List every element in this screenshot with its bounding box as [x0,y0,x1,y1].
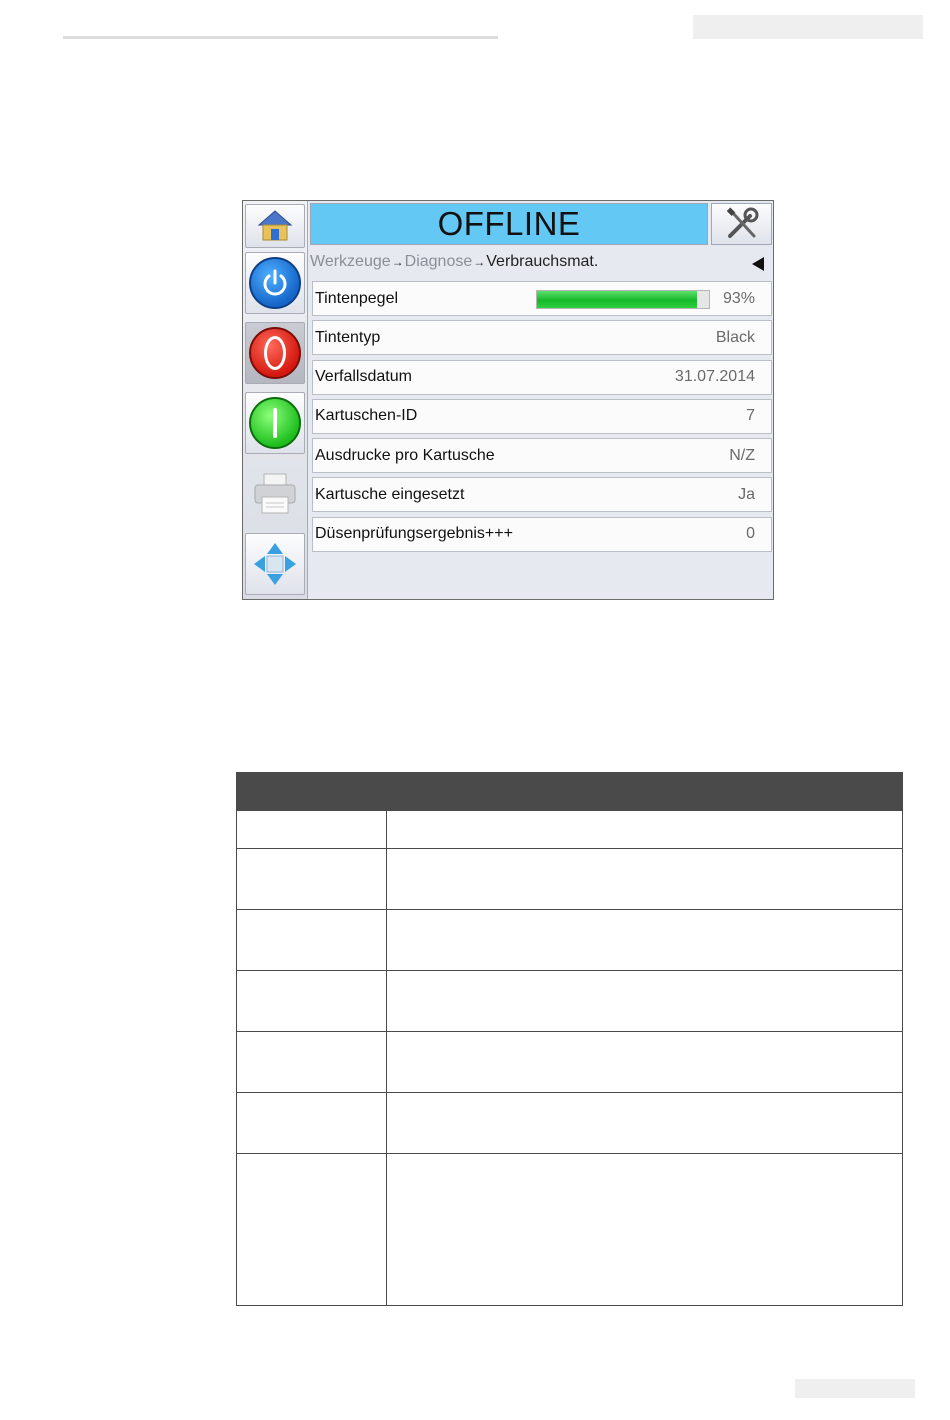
printer-screen [242,200,774,600]
home-button[interactable] [245,204,305,248]
row-value: Ja [738,485,755,503]
table-row [237,1093,903,1154]
table-row [237,849,903,910]
power-icon [249,257,301,309]
navigation-button[interactable] [245,533,305,595]
row-value: 0 [746,525,755,543]
table-row [237,910,903,971]
row-expiry-date [312,360,772,395]
table-cell [387,910,903,971]
table-cell [237,849,387,910]
row-label: Kartuschen-ID [315,407,418,425]
table-cell [387,849,903,910]
header-label-placeholder [693,15,923,39]
stop-button[interactable] [245,322,305,384]
table-header-cell [387,773,903,811]
row-label: Ausdrucke pro Kartusche [315,446,495,464]
back-arrow-icon[interactable] [752,257,764,271]
breadcrumb-current: Verbrauchsmat. [486,253,599,270]
table-cell [237,1154,387,1306]
breadcrumb-diagnose[interactable]: Diagnose [404,253,473,270]
printer-icon [252,472,298,516]
description-table [236,772,903,1306]
start-icon [249,397,301,449]
row-nozzle-check [312,517,772,552]
ink-level-fill [537,291,697,308]
table-header-row [237,773,903,811]
table-cell [387,1032,903,1093]
row-cartridge-inserted [312,477,772,512]
power-button[interactable] [245,252,305,314]
breadcrumb [310,253,772,277]
table-cell [387,1093,903,1154]
table-cell [387,1154,903,1306]
row-label: Düsenprüfungsergebnis+++ [315,525,513,543]
row-label: Tintentyp [315,328,381,346]
table-cell [387,811,903,849]
start-button[interactable] [245,392,305,454]
table-row [237,971,903,1032]
row-label: Kartusche eingesetzt [315,485,465,503]
tools-icon [724,206,760,242]
row-label: Verfallsdatum [315,368,412,386]
status-banner: OFFLINE [310,203,708,245]
row-value: N/Z [729,446,755,464]
row-value: 7 [746,407,755,425]
navigation-arrows-icon [252,541,298,587]
footer-label-placeholder [795,1379,915,1398]
tools-button[interactable] [711,203,772,245]
table-row [237,1032,903,1093]
breadcrumb-separator: → [473,255,486,269]
table-cell [237,1093,387,1154]
breadcrumb-werkzeuge[interactable]: Werkzeuge [310,253,391,270]
breadcrumb-separator: → [391,255,404,269]
table-row [237,1154,903,1306]
print-button[interactable] [245,462,305,526]
table-cell [237,1032,387,1093]
stop-icon [249,327,301,379]
home-icon [257,209,293,243]
table-cell [237,971,387,1032]
header-rule [63,36,498,39]
row-value: 31.07.2014 [674,368,755,386]
table-header-cell [237,773,387,811]
row-cartridge-id [312,399,772,434]
row-prints-per-cartridge [312,438,772,473]
table-row [237,811,903,849]
consumables-list [312,281,772,556]
row-value: 93% [722,289,755,307]
table-cell [237,910,387,971]
row-value: Black [715,328,755,346]
row-label: Tintenpegel [315,289,399,307]
row-ink-level [312,281,772,316]
row-ink-type [312,320,772,355]
ink-level-bar [536,290,710,309]
table-cell [387,971,903,1032]
table-cell [237,811,387,849]
sidebar [243,201,308,599]
